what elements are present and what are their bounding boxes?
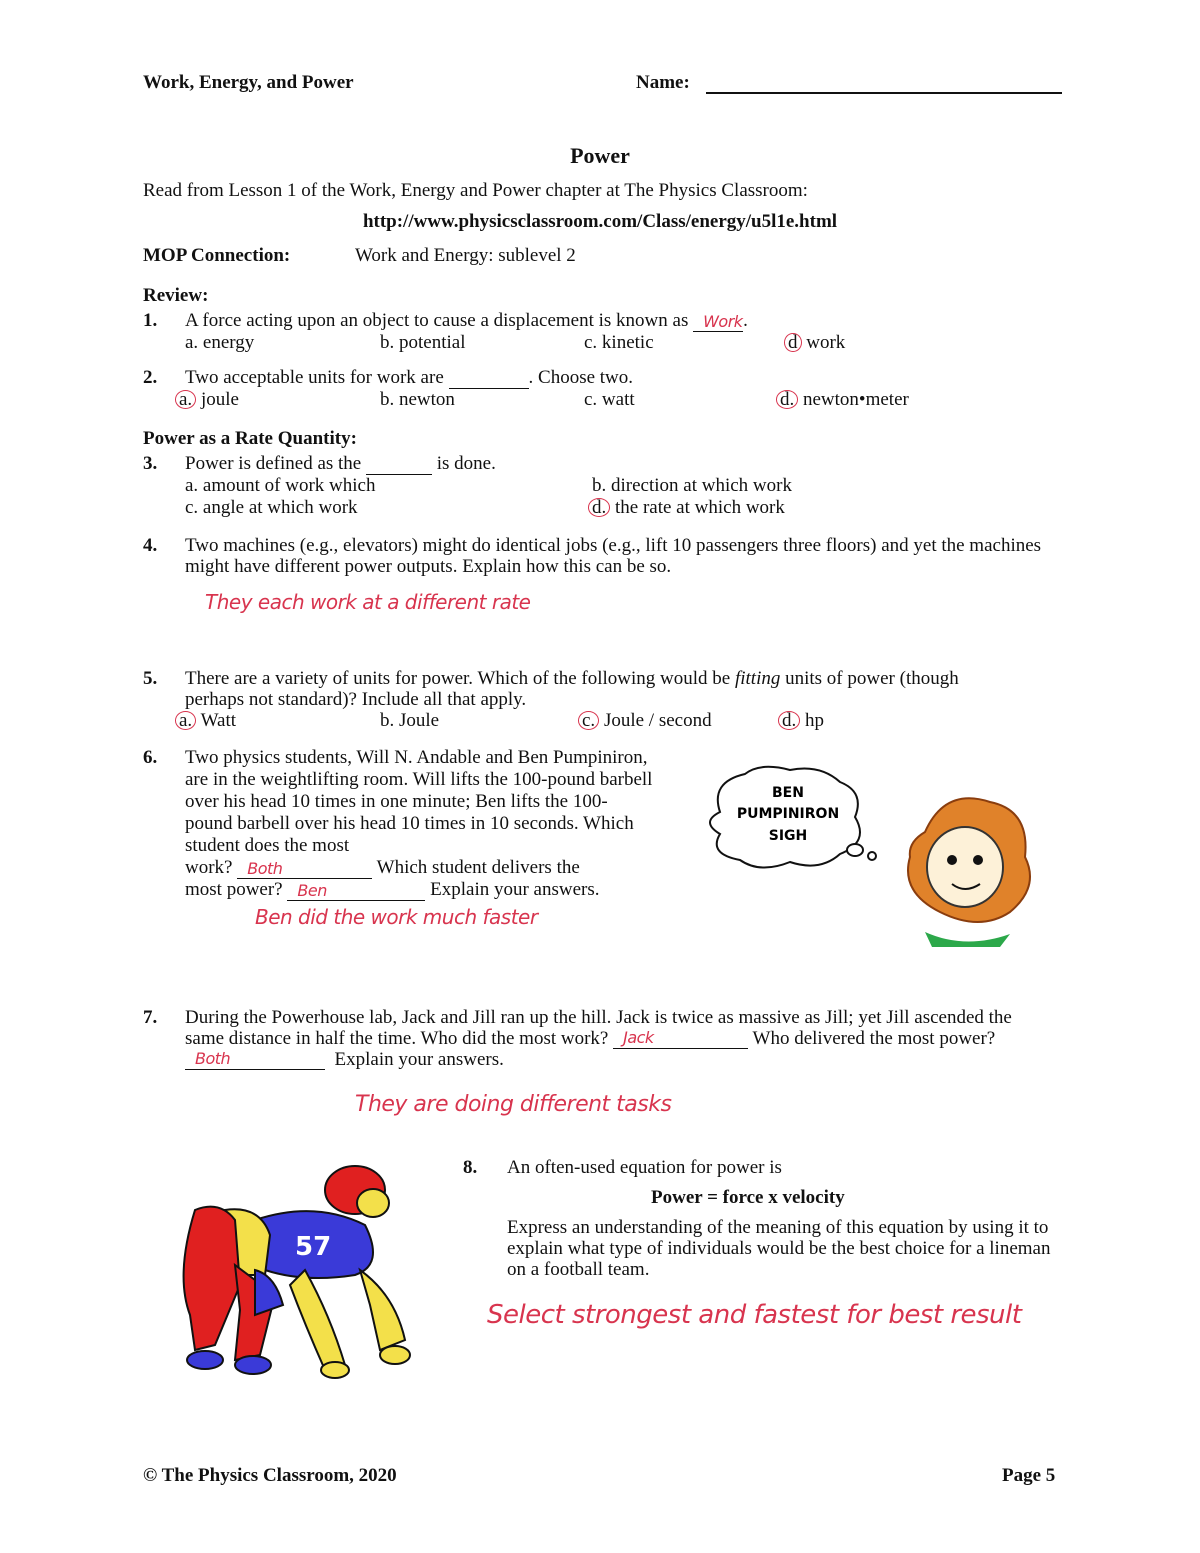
q7-work-answer: Jack	[623, 1028, 654, 1047]
q1-answer: Work	[703, 312, 743, 331]
q1-option-b: b. potential	[380, 332, 466, 353]
q2-blank[interactable]	[449, 370, 529, 389]
q1-blank[interactable]	[693, 313, 743, 332]
q5-option-c-circle: c.	[578, 711, 599, 730]
thinking-girl-illustration	[700, 762, 1070, 950]
q1-option-a: a. energy	[185, 332, 255, 353]
bubble-line-2: PUMPINIRON	[736, 806, 840, 822]
q2-text-after: . Choose two.	[528, 367, 634, 388]
q7-answer: They are doing different tasks	[355, 1092, 672, 1117]
q3-number: 3.	[143, 453, 158, 474]
q2-option-d-circle: d.	[776, 390, 798, 409]
q7-number: 7.	[143, 1007, 158, 1028]
q5-option-c-label: Joule / second	[603, 710, 712, 731]
svg-text:57: 57	[295, 1232, 332, 1262]
header-title: Work, Energy, and Power	[143, 72, 354, 93]
q1-text: A force acting upon an object to cause a displacement is known as	[185, 310, 689, 331]
q5-option-a-label: Watt	[200, 710, 237, 731]
name-label: Name:	[636, 72, 690, 93]
q4-answer: They each work at a different rate	[205, 590, 531, 614]
q3-option-d	[588, 497, 785, 519]
q6-power-blank[interactable]	[287, 882, 425, 901]
q3-option-a: a. amount of work which	[185, 475, 376, 496]
q7-explain: Explain your answers.	[334, 1049, 504, 1070]
q7-text-2: delivered the most power?	[794, 1028, 996, 1049]
q8-equation: Power = force x velocity	[651, 1187, 845, 1208]
q1-option-d	[784, 332, 845, 354]
q3-option-d-circle: d.	[588, 498, 610, 517]
q6-power-line	[185, 879, 600, 901]
q6-explain: Explain your answers.	[430, 879, 600, 900]
q6-answer: Ben did the work much faster	[255, 905, 538, 929]
q4-number: 4.	[143, 535, 158, 556]
q8-text-2: Express an understanding of the meaning of this equation by using it to explain what type of individuals would be the best choice for a lineman on a football team.	[507, 1217, 1051, 1280]
q1-text-after: .	[743, 310, 748, 331]
q6-work-line	[185, 857, 580, 879]
q3-option-b: b. direction at which work	[592, 475, 792, 496]
section-review: Review:	[143, 285, 209, 306]
q6-power-label: most power?	[185, 879, 283, 900]
q4-text: Two machines (e.g., elevators) might do identical jobs (e.g., lift 10 passengers three floors) and yet the machines might have different power outputs. Explain how this can be so.	[185, 535, 1042, 577]
q2-number: 2.	[143, 367, 158, 388]
q5-option-c	[578, 710, 712, 732]
q1-number: 1.	[143, 310, 158, 331]
q2-option-a	[175, 389, 239, 411]
q6-power-question: Which student delivers the	[376, 857, 580, 878]
q6-work-label: work?	[185, 857, 233, 878]
q1-option-c: c. kinetic	[584, 332, 654, 353]
q7-text: During the Powerhouse lab, Jack and Jill ran up the hill. Jack is twice as massive as Jill; yet Jill ascended the same distance in half the time. Who did the most work?	[185, 1007, 1012, 1049]
q2-option-b: b. newton	[380, 389, 455, 410]
q6-number: 6.	[143, 747, 158, 768]
page-number: Page 5	[1002, 1465, 1056, 1486]
footer-copyright: © The Physics Classroom, 2020	[143, 1465, 397, 1486]
q7-who: Who	[752, 1028, 790, 1049]
q1-option-d-label: work	[806, 332, 846, 353]
q6-work-blank[interactable]	[237, 860, 372, 879]
bubble-line-3: SIGH	[768, 828, 808, 844]
q5-option-d	[778, 710, 824, 732]
q3-option-d-label: the rate at which work	[615, 497, 785, 518]
q3-text-after: is done.	[436, 453, 496, 474]
thinking-girl-drawing	[700, 762, 1070, 950]
q5-number: 5.	[143, 668, 158, 689]
q2-option-c: c. watt	[584, 389, 635, 410]
q1-option-d-circle: d	[784, 333, 802, 352]
q8-text-1: An often-used equation for power is	[507, 1157, 782, 1178]
section-rate: Power as a Rate Quantity:	[143, 428, 357, 449]
mop-value: Work and Energy: sublevel 2	[355, 245, 576, 266]
q2-question	[185, 367, 633, 389]
lineman-drawing	[165, 1165, 460, 1380]
q2-option-a-circle: a.	[175, 390, 196, 409]
mop-label: MOP Connection:	[143, 245, 291, 266]
q6-work-answer: Both	[247, 859, 283, 878]
q5-text-after: units of power (though perhaps not standard)? Include all that apply.	[185, 668, 959, 710]
q2-option-d-label: newton•meter	[803, 389, 909, 410]
q7-work-blank[interactable]	[613, 1030, 748, 1049]
q8-answer: Select strongest and fastest for best result	[487, 1300, 1022, 1330]
q6-text: Two physics students, Will N. Andable and Ben Pumpiniron, are in the weightlifting room. Will lifts the 100-pound barbell over his head 10 times in one minute; Ben lifts the 100-pound barbell over his head 10 times in 10 seconds. Which student does the most	[185, 747, 653, 856]
q2-text: Two acceptable units for work are	[185, 367, 444, 388]
page-title: Power	[570, 143, 630, 168]
q7-power-blank[interactable]	[185, 1051, 325, 1070]
q8-number: 8.	[463, 1157, 478, 1178]
q3-blank[interactable]	[366, 456, 432, 475]
lesson-link[interactable]: http://www.physicsclassroom.com/Class/energy/u5l1e.html	[362, 211, 838, 232]
q3-question	[185, 453, 496, 475]
q6-power-answer: Ben	[297, 881, 327, 900]
q5-option-b: b. Joule	[380, 710, 440, 731]
q7-power-answer: Both	[195, 1049, 231, 1068]
intro-text: Read from Lesson 1 of the Work, Energy and Power chapter at The Physics Classroom:	[143, 180, 808, 201]
q5-option-a	[175, 710, 236, 732]
q5-option-d-circle: d.	[778, 711, 800, 730]
q3-option-c: c. angle at which work	[185, 497, 358, 518]
q1-question	[185, 310, 748, 332]
q2-option-d	[776, 389, 909, 411]
q2-option-a-label: joule	[200, 389, 239, 410]
football-lineman-illustration	[165, 1165, 460, 1380]
q5-text-em: fitting	[734, 668, 781, 689]
q5-option-d-label: hp	[805, 710, 824, 731]
q5-option-a-circle: a.	[175, 711, 196, 730]
bubble-line-1: BEN	[772, 785, 804, 801]
q3-text: Power is defined as the	[185, 453, 362, 474]
q5-question	[185, 668, 1015, 710]
q7-question	[185, 1007, 1020, 1070]
q5-text: There are a variety of units for power. Which of the following would be	[185, 668, 731, 689]
name-field[interactable]	[706, 92, 1062, 94]
